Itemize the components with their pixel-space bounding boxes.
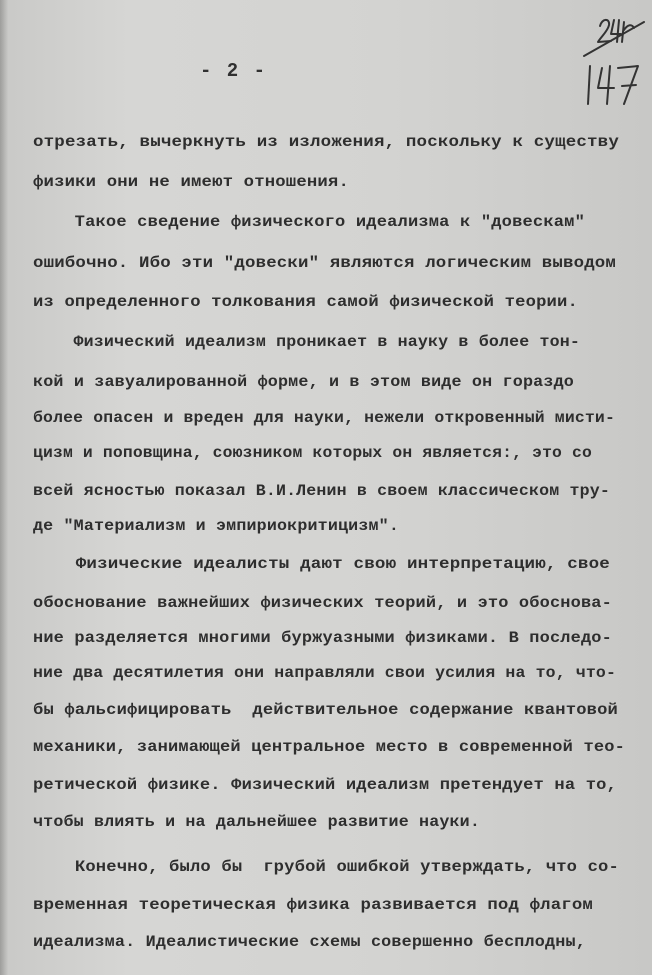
text-line: Такое сведение физического идеализма к "довескам" (33, 213, 585, 231)
text-line: де "Материализм и эмпириокритицизм". (33, 517, 400, 535)
page-edge-shadow (0, 0, 8, 975)
text-line: отрезать, вычеркнуть из изложения, поскольку к существу (33, 133, 619, 151)
page-number: - 2 - (200, 60, 268, 82)
text-line: более опасен и вреден для науки, нежели откровенный мисти- (33, 409, 615, 427)
text-line: временная теоретическая физика развивается под флагом (33, 896, 593, 914)
text-line: Физические идеалисты дают свою интерпретацию, свое (33, 555, 610, 573)
text-line: из определенного толкования самой физической теории. (33, 293, 578, 311)
text-line: чтобы влиять и на дальнейшее развитие науки. (33, 813, 480, 831)
text-line: всей ясностью показал В.И.Ленин в своем классическом тру- (33, 482, 610, 500)
text-line: Конечно, было бы грубой ошибкой утверждать, что со- (33, 858, 619, 876)
text-line: кой и завуалированной форме, и в этом виде он гораздо (33, 373, 574, 391)
text-line: механики, занимающей центральное место в современной тео- (33, 738, 625, 756)
text-line: бы фальсифицировать действительное содержание квантовой (33, 701, 618, 719)
archive-folio-mark (580, 8, 648, 108)
text-line: цизм и поповщина, союзником которых он является:, это со (33, 444, 592, 462)
text-line: физики они не имеют отношения. (33, 173, 349, 191)
text-line: ние разделяется многими буржуазными физиками. В последо- (33, 629, 612, 647)
text-line: ретической физике. Физический идеализм претендует на то, (33, 776, 617, 794)
text-line: ошибочно. Ибо эти "довески" являются логическим выводом (33, 254, 616, 272)
text-line: Физический идеализм проникает в науку в более тон- (33, 333, 580, 351)
text-line: ние два десятилетия они направляли свои усилия на то, что- (33, 664, 616, 682)
text-line: обоснование важнейших физических теорий, и это обоснова- (33, 594, 612, 612)
text-line: идеализма. Идеалистические схемы совершенно бесплодны, (33, 933, 586, 951)
